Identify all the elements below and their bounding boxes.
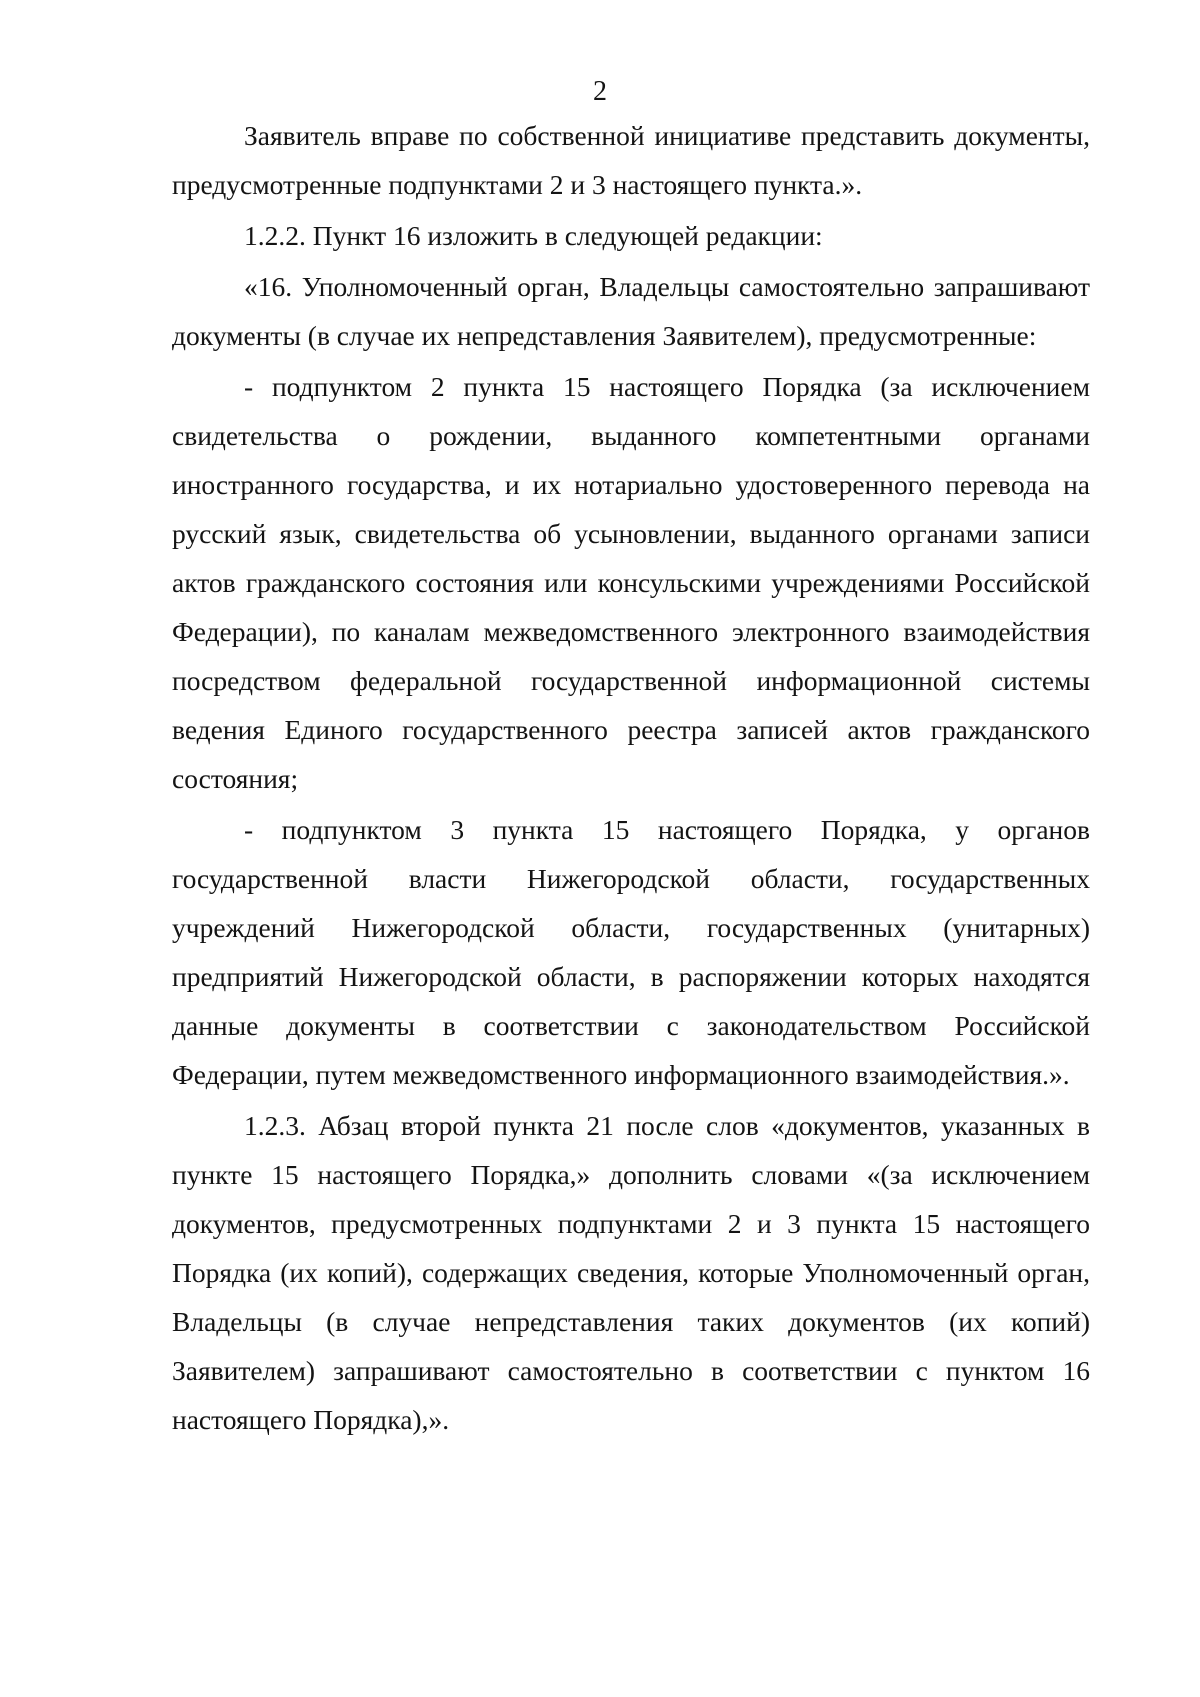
paragraph-applicant-right: Заявитель вправе по собственной инициативе представить документы, предусмотренные подпунктами 2 и 3 настоящего пункта.».: [172, 120, 1090, 200]
paragraph-1-2-3: 1.2.3. Абзац второй пункта 21 после слов «документов, указанных в пункте 15 настоящего Порядка,» дополнить словами «(за исключением документов, предусмотренных подпунктами 2 и 3 пункта 15 настоящего Порядка (их копий), содержащих сведения, которые Уполномоченный орган, Владельцы (в случае непредставления таких документов (их копий) Заявителем) запрашивают самостоятельно в соответствии с пунктом 16 настоящего Порядка),».: [172, 1110, 1090, 1435]
paragraph-1-2-2: 1.2.2. Пункт 16 изложить в следующей редакции:: [244, 220, 823, 251]
page-number: 2: [593, 76, 607, 107]
paragraph-subitem-2: - подпунктом 2 пункта 15 настоящего Порядка (за исключением свидетельства о рождении, выданного компетентными органами иностранного государства, и их нотариально удостоверенного перевода на русский язык, свидетельства об усыновлении, выданного органами записи актов гражданского состояния или консульскими учреждениями Российской Федерации), по каналам межведомственного электронного взаимодействия посредством федеральной государственной информационной системы ведения Единого государственного реестра записей актов гражданского состояния;: [172, 371, 1090, 794]
paragraph-item-16: «16. Уполномоченный орган, Владельцы самостоятельно запрашивают документы (в случае их непредставления Заявителем), предусмотренные:: [172, 271, 1090, 351]
document-body: [172, 111, 1090, 1444]
paragraph-subitem-3: - подпунктом 3 пункта 15 настоящего Порядка, у органов государственной власти Нижегородской области, государственных учреждений Нижегородской области, государственных (унитарных) предприятий Нижегородской области, в распоряжении которых находятся данные документы в соответствии с законодательством Российской Федерации, путем межведомственного информационного взаимодействия.».: [172, 814, 1090, 1090]
